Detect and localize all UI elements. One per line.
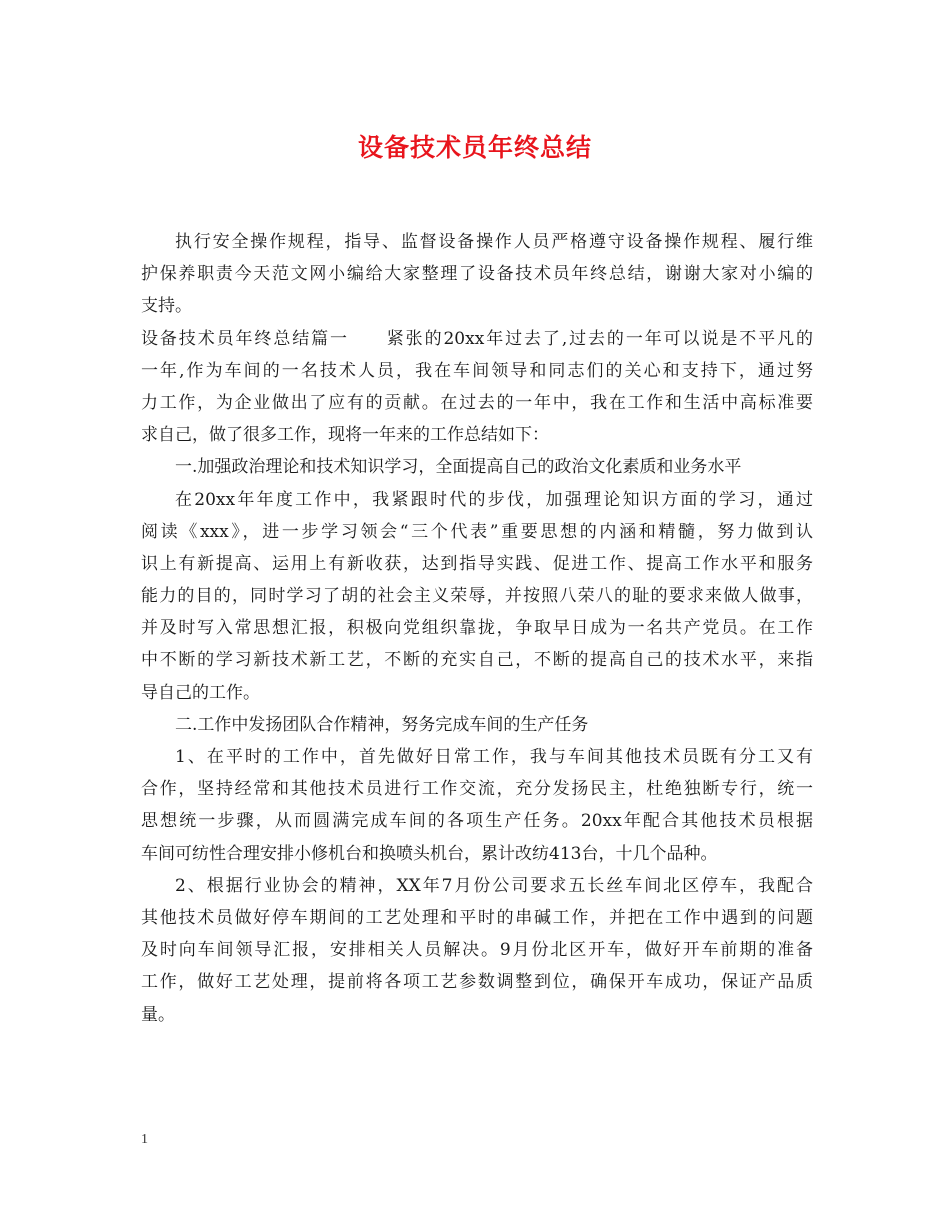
- text-line: 合作，坚持经常和其他技术员进行工作交流，充分发扬民主，杜绝独断专行，统一: [141, 779, 813, 800]
- text-line: 量。: [141, 1004, 175, 1025]
- page-number: 1: [141, 1132, 148, 1147]
- text-line: 执行安全操作规程，指导、监督设备操作人员严格遵守设备操作规程、履行维: [175, 232, 813, 252]
- text-line: 思想统一步骤，从而圆满完成车间的各项生产任务。20xx年配合其他技术员根据: [141, 811, 813, 832]
- text-line: 阅读《xxx》，进一步学习领会“三个代表”重要思想的内涵和精髓，努力做到认: [141, 521, 813, 542]
- document-title: 设备技术员年终总结: [357, 133, 592, 162]
- document-body: [141, 226, 813, 1031]
- text-line: 护保养职责今天范文网小编给大家整理了设备技术员年终总结，谢谢大家对小编的: [141, 264, 813, 285]
- text-line: 其他技术员做好停车期间的工艺处理和平时的串碱工作，并把在工作中遇到的问题: [141, 907, 813, 928]
- text-line: 一.加强政治理论和技术知识学习，全面提高自己的政治文化素质和业务水平: [175, 457, 742, 478]
- text-line: 求自己，做了很多工作，现将一年来的工作总结如下：: [141, 425, 549, 446]
- text-line: 在20xx年年度工作中，我紧跟时代的步伐，加强理论知识方面的学习，通过: [175, 489, 813, 510]
- text-line: 能力的目的，同时学习了胡的社会主义荣辱，并按照八荣八的耻的要求来做人做事，: [141, 586, 813, 607]
- text-line: 1、在平时的工作中，首先做好日常工作，我与车间其他技术员既有分工又有: [175, 747, 813, 767]
- text-line: 2、根据行业协会的精神，XX年7月份公司要求五长丝车间北区停车，我配合: [175, 875, 813, 896]
- text-line: 导自己的工作。: [141, 682, 260, 703]
- text-line: 并及时写入常思想汇报，积极向党组织靠拢，争取早日成为一名共产党员。在工作: [141, 618, 813, 639]
- text-line: 中不断的学习新技术新工艺，不断的充实自己，不断的提高自己的技术水平，来指: [141, 650, 813, 671]
- text-line: 支持。: [141, 296, 192, 317]
- text-line: 车间可纺性合理安排小修机台和换喷头机台，累计改纺413台，十几个品种。: [141, 843, 718, 864]
- text-line: 力工作，为企业做出了应有的贡献。在过去的一年中，我在工作和生活中高标准要: [141, 392, 813, 413]
- text-line: 设备技术员年终总结篇一 紧张的20xx年过去了,过去的一年可以说是不平凡的: [141, 328, 813, 349]
- text-line: 工作，做好工艺处理，提前将各项工艺参数调整到位，确保开车成功，保证产品质: [141, 972, 813, 993]
- text-line: 识上有新提高、运用上有新收获，达到指导实践、促进工作、提高工作水平和服务: [141, 553, 813, 574]
- text-line: 及时向车间领导汇报，安排相关人员解决。9月份北区开车，做好开车前期的准备: [141, 940, 813, 961]
- text-line: 二.工作中发扬团队合作精神，努务完成车间的生产任务: [175, 714, 589, 735]
- text-line: 一年,作为车间的一名技术人员，我在车间领导和同志们的关心和支持下，通过努: [141, 360, 813, 381]
